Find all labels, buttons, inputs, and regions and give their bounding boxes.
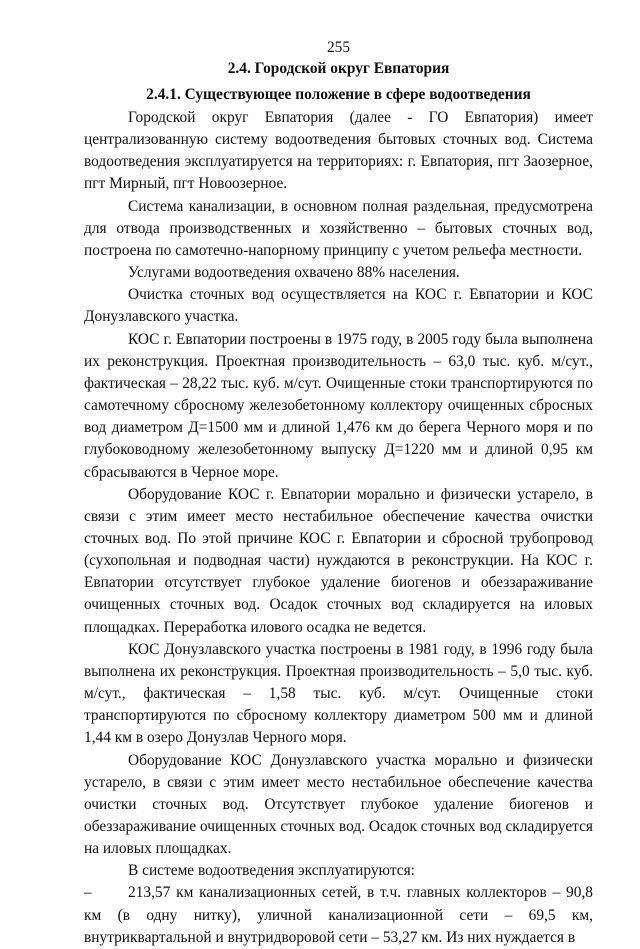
paragraph-kos-evpatoria-equipment: Оборудование КОС г. Евпатории морально и физически устарело, в связи с этим имеет место нестабильное обеспечение качества очистки сточных вод. По этой причине КОС г. Евпатории и сбросной трубопровод (сухопольная и подводная части) нуждаются в реконструкции. На КОС г. Евпатории отсутствует глубокое удаление биогенов и обеззараживание очищенных сточных вод. Осадок сточных вод складируется на иловых площадках. Переработка илового осадка не ведется. xyxy=(84,485,593,636)
paragraph-kos-evpatoria: КОС г. Евпатории построены в 1975 году, в 2005 году была выполнена их реконструкция. Проектная производительность – 63,0 тыс. куб. м/сут., фактическая – 28,22 тыс. куб. м/сут. Очищенные стоки транспортируются по самотечному сбросному железобетонному коллектору очищенных сбросных вод диаметром Д=1500 мм и длиной 1,476 км до берега Черного моря и по глубоководному железобетонному выпуску Д=1220 мм и длиной 0,95 км сбрасываются в Черное море. xyxy=(84,330,593,481)
paragraph-kos-donuzlav: КОС Донузлавского участка построены в 1981 году, в 1996 году была выполнена их реконструкция. Проектная производительность – 5,0 тыс. куб. м/сут., фактическая – 1,58 тыс. куб. м/сут. Очищенные стоки транспортируются по сбросному коллектору диаметром 500 мм и длиной 1,44 км в озеро Донузлав Черного моря. xyxy=(84,640,593,747)
paragraph-intro: Городской округ Евпатория (далее - ГО Евпатория) имеет централизованную систему водоотведения бытовых сточных вод. Система водоотведения эксплуатируется на территориях: г. Евпатория, пгт Заозерное, пгт Мирный, пгт Новоозерное. xyxy=(84,109,593,193)
page-number: 255 xyxy=(326,39,351,56)
list-item-text: 213,57 км канализационных сетей, в т.ч. главных коллекторов – 90,8 км (в одну нитку), уличной канализационной сети – 69,5 км, внутриквартальной и внутридворовой сети – 53,27 км. Из них нуждается в xyxy=(84,884,593,946)
list-item xyxy=(84,882,593,948)
list-marker: – xyxy=(84,884,92,902)
paragraph-kos-donuzlav-equipment: Оборудование КОС Донузлавского участка морально и физически устарело, в связи с этим имеет место нестабильное обеспечение качества очистки сточных вод. Отсутствует глубокое удаление биогенов и обеззараживание очищенных сточных вод. Осадок сточных вод складируется на иловых площадках. xyxy=(84,751,593,858)
paragraph-coverage: Услугами водоотведения охвачено 88% населения. xyxy=(128,264,460,282)
paragraph-sewer-system: Система канализации, в основном полная раздельная, предусмотрена для отвода производственных и хозяйственно – бытовых сточных вод, построена по самотечно-напорному принципу с учетом рельефа местности. xyxy=(84,197,593,259)
paragraph-list-intro: В системе водоотведения эксплуатируются: xyxy=(128,862,415,880)
section-title: 2.4. Городской округ Евпатория xyxy=(227,60,450,77)
subsection-title: 2.4.1. Существующее положение в сфере водоотведения xyxy=(146,86,531,103)
paragraph-treatment: Очистка сточных вод осуществляется на КОС г. Евпатории и КОС Донузлавского участка. xyxy=(84,286,593,326)
